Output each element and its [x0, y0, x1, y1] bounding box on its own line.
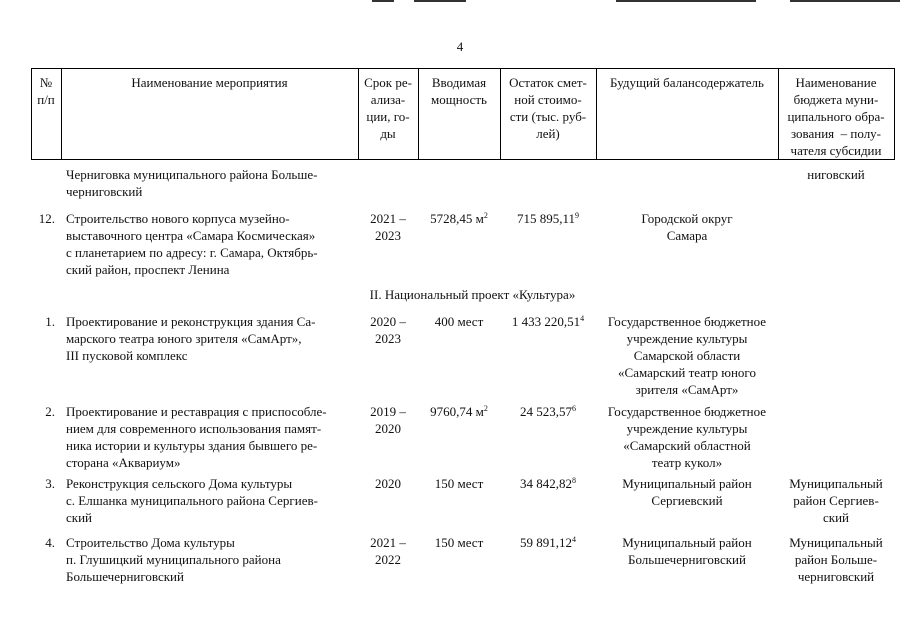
row-num: 3.: [45, 476, 55, 491]
row-name: Строительство нового корпуса музейно- выставочного центра «Самара Космическая» с планетарием по адресу: г. Самара, Октябрь- ский район, проспект Ленина: [66, 211, 318, 277]
row-balance: 24 523,57$^6$: [520, 404, 576, 419]
header-num: № п/п: [37, 75, 55, 107]
row-num: 2.: [45, 404, 55, 419]
row-name: Реконструкция сельского Дома культуры с. Елшанка муниципального района Сергиев- ский: [66, 476, 318, 525]
row-term: 2019 – 2020: [370, 404, 406, 436]
row-budget: Муниципальный район Больше- черниговский: [789, 535, 883, 584]
header-balance: Остаток смет- ной стоимо- сти (тыс. руб- лей): [509, 75, 587, 141]
scan-mark: [372, 0, 394, 2]
row-term: 2020: [375, 476, 401, 491]
row-balance: 34 842,82$^8$: [520, 476, 576, 491]
row-holder: Муниципальный район Сергиевский: [622, 476, 752, 508]
row-term: 2021 – 2022: [370, 535, 406, 567]
row-budget: Муниципальный район Сергиев- ский: [789, 476, 883, 525]
row-num: 1.: [45, 314, 55, 329]
row-balance: 715 895,11$^9$: [516, 211, 580, 226]
row-capacity: 150 мест: [434, 535, 484, 550]
row-name: Проектирование и реставрация с приспособле- нием для современного использования памят- ника истории и культуры здания бывшего ре- сторана «Аквариум»: [66, 404, 327, 470]
row-capacity: 150 мест: [434, 476, 484, 491]
scan-mark: [616, 0, 756, 2]
cont-budget: ниговский: [807, 167, 865, 182]
row-num: 12.: [38, 211, 55, 226]
cont-name: Черниговка муниципального района Больше- черниговский: [66, 167, 318, 199]
row-holder: Городской округ Самара: [641, 211, 733, 243]
header-capacity: Вводимая мощность: [431, 75, 487, 107]
header-budget: Наименование бюджета муни- ципального обра- зования – полу- чателя субсидии: [787, 75, 885, 158]
row-name: Строительство Дома культуры п. Глушицкий муниципального района Большечерниговский: [66, 535, 281, 584]
row-balance: 1 433 220,51$^4$: [511, 314, 585, 329]
row-name: Проектирование и реконструкция здания Са- марского театра юного зрителя «СамАрт», III пусковой комплекс: [66, 314, 316, 363]
scan-mark: [790, 0, 900, 2]
section-title: II. Национальный проект «Культура»: [369, 287, 576, 302]
row-term: 2021 – 2023: [370, 211, 406, 243]
row-capacity: 5728,45 $м^2$: [430, 211, 488, 226]
row-capacity: 400 мест: [434, 314, 484, 329]
row-balance: 59 891,12$^4$: [520, 535, 576, 550]
scan-mark: [414, 0, 466, 2]
row-holder: Государственное бюджетное учреждение культуры «Самарский областной театр кукол»: [607, 404, 767, 470]
header-name: Наименование мероприятия: [131, 75, 288, 90]
row-holder: Государственное бюджетное учреждение культуры Самарской области «Самарский театр юного зрителя «СамАрт»: [607, 314, 767, 397]
row-num: 4.: [45, 535, 55, 550]
row-term: 2020 – 2023: [370, 314, 406, 346]
row-capacity: 9760,74 $м^2$: [430, 404, 488, 419]
page-number: 4: [456, 39, 464, 54]
row-holder: Муниципальный район Большечерниговский: [622, 535, 752, 567]
header-term: Срок ре- ализа- ции, го- ды: [364, 75, 412, 141]
header-holder: Будущий балансодержатель: [610, 75, 764, 90]
